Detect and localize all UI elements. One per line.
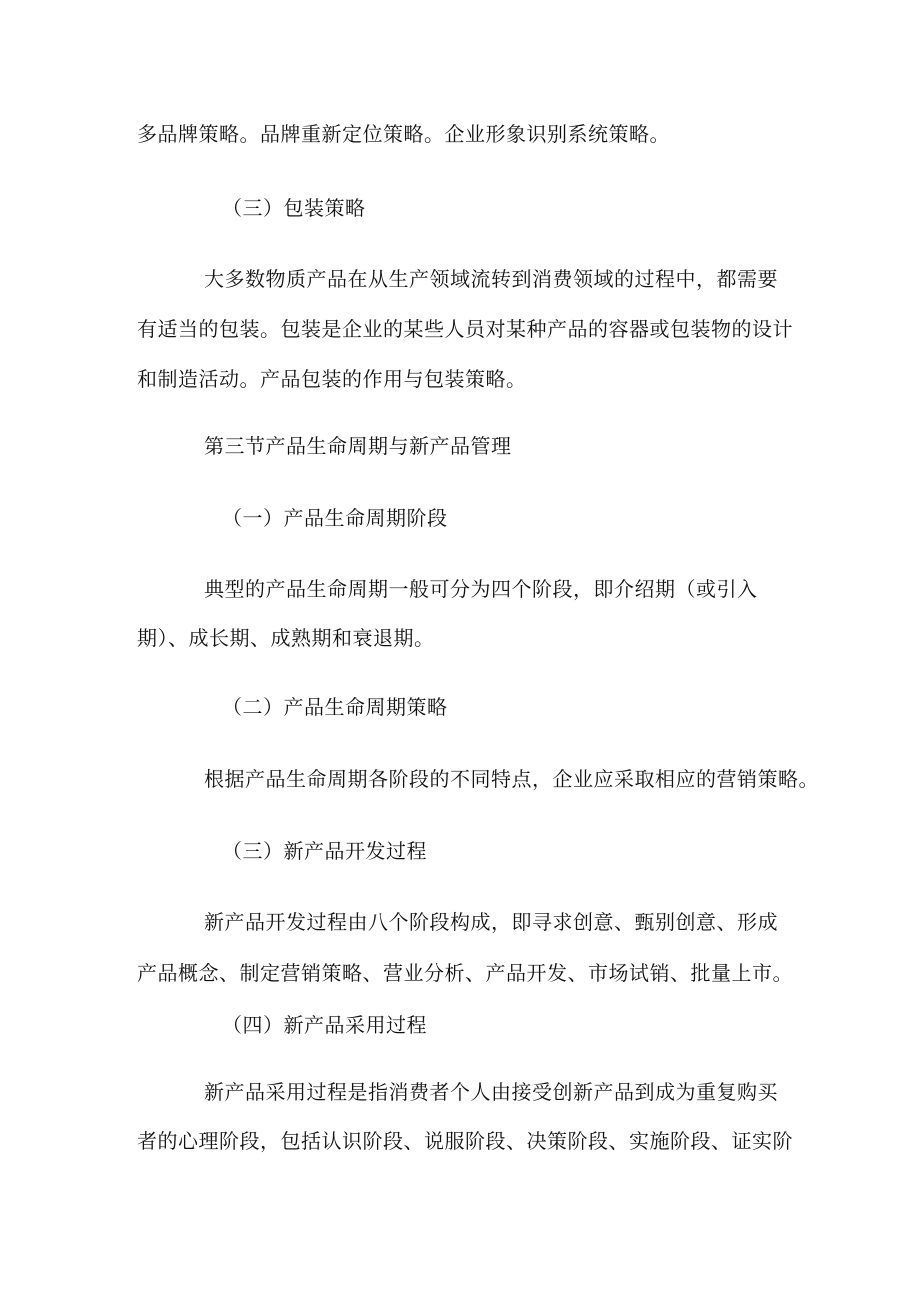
heading-new-product-adoption: （四）新产品采用过程 xyxy=(222,1013,427,1037)
paragraph-adoption-line-2: 者的心理阶段，包括认识阶段、说服阶段、决策阶段、实施阶段、证实阶 xyxy=(137,1129,793,1153)
section-title-product-lifecycle: 第三节产品生命周期与新产品管理 xyxy=(204,434,512,458)
paragraph-packaging-line-3: 和制造活动。产品包装的作用与包装策略。 xyxy=(137,367,527,391)
paragraph-lifecycle-strategies: 根据产品生命周期各阶段的不同特点，企业应采取相应的营销策略。 xyxy=(204,767,819,791)
paragraph-development-line-1: 新产品开发过程由八个阶段构成，即寻求创意、甄别创意、形成 xyxy=(204,910,778,934)
paragraph-packaging-line-2: 有适当的包装。包装是企业的某些人员对某种产品的容器或包装物的设计 xyxy=(137,317,793,341)
paragraph-lifecycle-stages-line-1: 典型的产品生命周期一般可分为四个阶段，即介绍期（或引入 xyxy=(204,577,758,601)
heading-new-product-development: （三）新产品开发过程 xyxy=(222,839,427,863)
paragraph-lifecycle-stages-line-2: 期）、成长期、成熟期和衰退期。 xyxy=(137,626,435,650)
heading-packaging-strategy: （三）包装策略 xyxy=(222,196,366,220)
paragraph-packaging-line-1: 大多数物质产品在从生产领域流转到消费领域的过程中，都需要 xyxy=(204,267,778,291)
paragraph-brand-strategies-line: 多品牌策略。品牌重新定位策略。企业形象识别系统策略。 xyxy=(137,122,670,146)
heading-lifecycle-strategies: （二）产品生命周期策略 xyxy=(222,695,448,719)
heading-lifecycle-stages: （一）产品生命周期阶段 xyxy=(222,506,448,530)
paragraph-adoption-line-1: 新产品采用过程是指消费者个人由接受创新产品到成为重复购买 xyxy=(204,1080,778,1104)
paragraph-development-line-2: 产品概念、制定营销策略、营业分析、产品开发、市场试销、批量上市。 xyxy=(137,961,793,985)
